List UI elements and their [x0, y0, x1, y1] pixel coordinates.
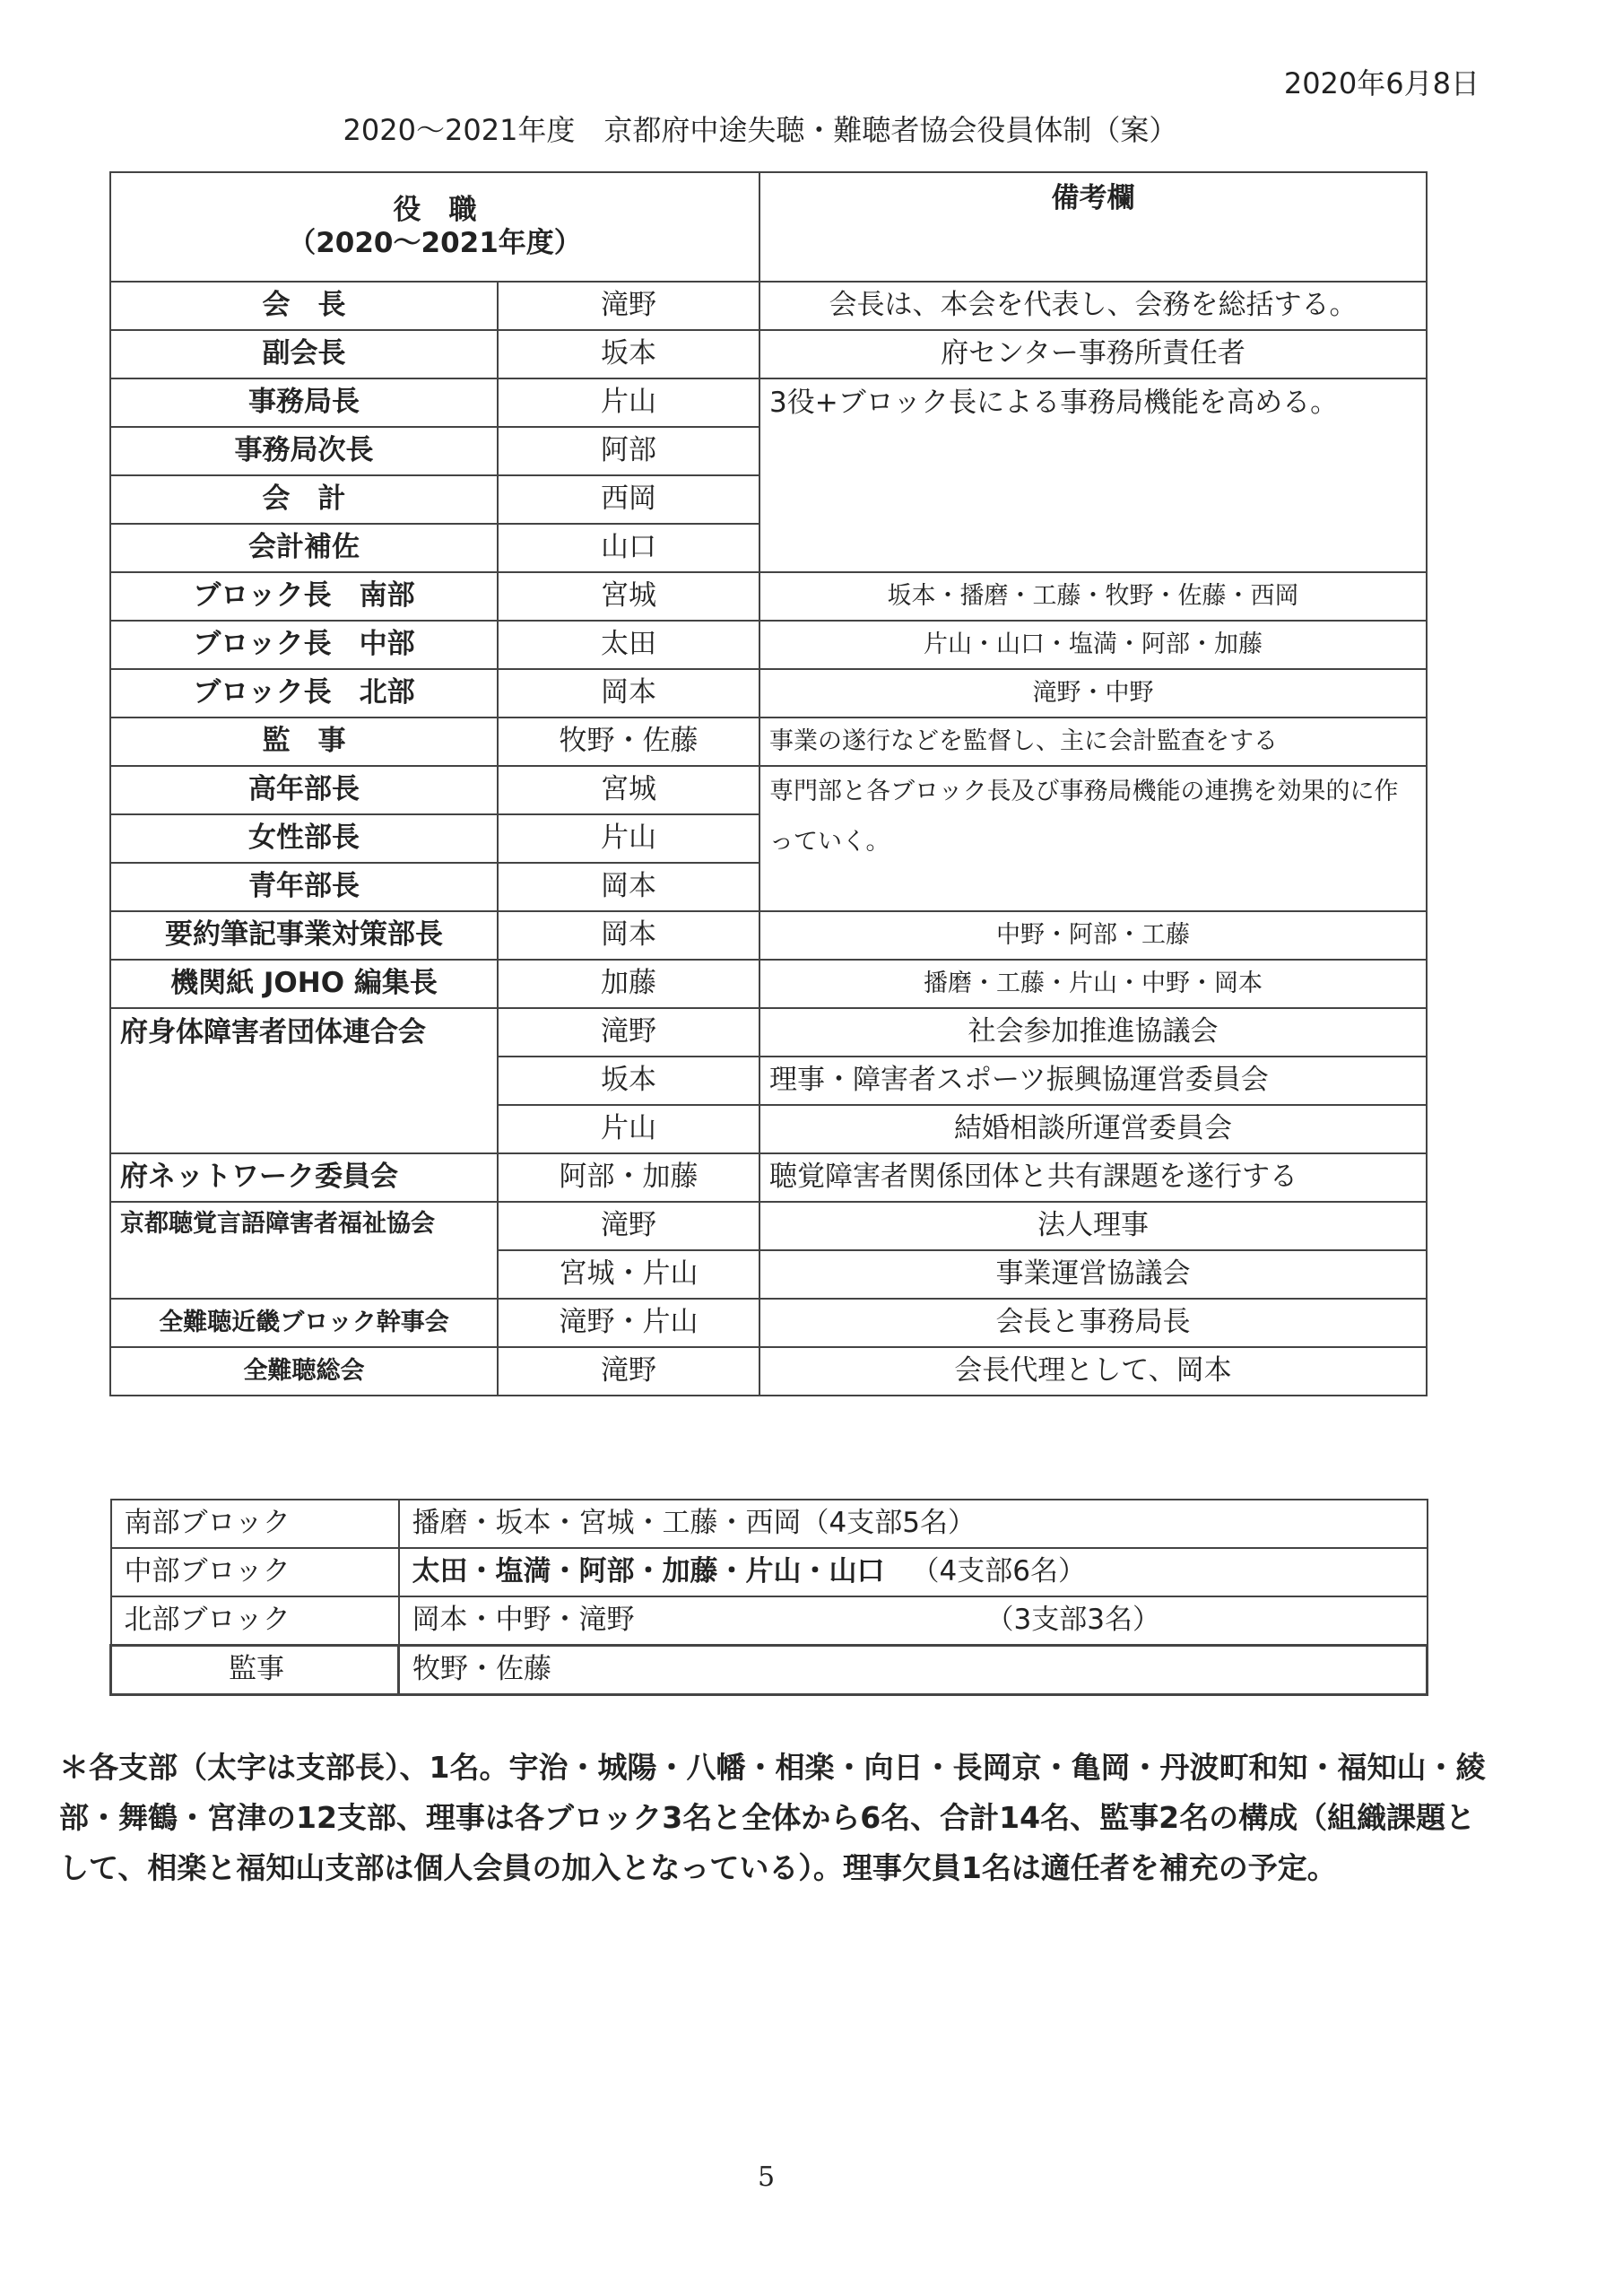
role-cell: 府身体障害者団体連合会 [110, 1008, 498, 1153]
note-cell: 結婚相談所運営委員会 [759, 1105, 1427, 1153]
role-cell: 京都聴覚言語障害者福祉協会 [110, 1202, 498, 1299]
header-period: （2020～2021年度） [288, 227, 582, 259]
header-role-label: 役 職 [393, 193, 477, 226]
block-members-cell [399, 1500, 1428, 1548]
name-cell: 片山 [498, 378, 759, 427]
name-cell: 西岡 [498, 475, 759, 524]
name-cell: 滝野・片山 [498, 1299, 759, 1347]
name-cell: 宮城 [498, 572, 759, 621]
role-cell: 青年部長 [110, 863, 498, 911]
document-date: 2020年6月8日 [1283, 66, 1480, 100]
role-cell: 全難聴近畿ブロック幹事会 [110, 1299, 498, 1347]
table-row [110, 669, 1427, 718]
name-cell: 岡本 [498, 911, 759, 960]
table-row [110, 766, 1427, 814]
block-row [111, 1548, 1428, 1596]
table-row [110, 330, 1427, 378]
note-cell: 社会参加推進協議会 [759, 1008, 1427, 1057]
name-cell: 岡本 [498, 863, 759, 911]
note-cell: 中野・阿部・工藤 [759, 911, 1427, 960]
name-cell: 滝野 [498, 1008, 759, 1057]
block-members: 太田・塩満・阿部・加藤・片山・山口 [412, 1555, 885, 1588]
note-cell: 坂本・播磨・工藤・牧野・佐藤・西岡 [759, 572, 1427, 621]
note-cell: 播磨・工藤・片山・中野・岡本 [759, 960, 1427, 1008]
header-row [110, 172, 1427, 282]
note-cell: 専門部と各ブロック長及び事務局機能の連携を効果的に作っていく。 [759, 766, 1427, 911]
block-members: 牧野・佐藤 [399, 1646, 1428, 1695]
note-cell: 会長と事務局長 [759, 1299, 1427, 1347]
role-cell: 事務局次長 [110, 427, 498, 475]
name-cell: 宮城 [498, 766, 759, 814]
name-cell: 阿部 [498, 427, 759, 475]
block-row [111, 1500, 1428, 1548]
note-cell: 事業運営協議会 [759, 1250, 1427, 1299]
note-cell: 会長代理として、岡本 [759, 1347, 1427, 1396]
block-members: 岡本・中野・滝野 [412, 1604, 635, 1637]
block-row [111, 1646, 1428, 1695]
role-cell: 機関紙 JOHO 編集長 [110, 960, 498, 1008]
role-cell: 府ネットワーク委員会 [110, 1153, 498, 1202]
block-members: 播磨・坂本・宮城・工藤・西岡 [412, 1507, 802, 1540]
header-notes: 備考欄 [759, 172, 1427, 282]
name-cell: 片山 [498, 814, 759, 863]
officers-table [109, 171, 1428, 1396]
block-members-cell [399, 1596, 1428, 1646]
table-row [110, 1347, 1427, 1396]
role-cell: 要約筆記事業対策部長 [110, 911, 498, 960]
block-label: 南部ブロック [111, 1500, 399, 1548]
role-cell: 全難聴総会 [110, 1347, 498, 1396]
name-cell: 片山 [498, 1105, 759, 1153]
note-cell: 滝野・中野 [759, 669, 1427, 718]
table-row [110, 1153, 1427, 1202]
block-count: （4支部6名） [911, 1555, 1086, 1588]
name-cell: 牧野・佐藤 [498, 718, 759, 766]
note-cell: 片山・山口・塩満・阿部・加藤 [759, 621, 1427, 669]
note-cell: 事業の遂行などを監督し、主に会計監査をする [759, 718, 1427, 766]
block-count: （3支部3名） [985, 1604, 1160, 1637]
role-cell: 事務局長 [110, 378, 498, 427]
block-count: （4支部5名） [801, 1507, 976, 1540]
footnote: ＊各支部（太字は支部長）、1名。宇治・城陽・八幡・相楽・向日・長岡京・亀岡・丹波町和知・福知山・綾部・舞鶴・宮津の12支部、理事は各ブロック3名と全体から6名、合計14名、監事2名の構成（組織課題として、相楽と福知山支部は個人会員の加入となっている）。理事欠員1名は適任者を補充の予定。 [59, 1750, 1486, 1885]
name-cell: 滝野 [498, 1347, 759, 1396]
table-row [110, 282, 1427, 330]
table-row [110, 378, 1427, 427]
note-cell: 法人理事 [759, 1202, 1427, 1250]
role-cell: 女性部長 [110, 814, 498, 863]
name-cell: 太田 [498, 621, 759, 669]
name-cell: 滝野 [498, 282, 759, 330]
page-number: 5 [758, 2161, 776, 2193]
role-cell: 会 長 [110, 282, 498, 330]
table-row [110, 1299, 1427, 1347]
table-row [110, 1008, 1427, 1057]
block-members-cell [399, 1548, 1428, 1596]
blocks-table [109, 1499, 1428, 1696]
role-cell: ブロック長 南部 [110, 572, 498, 621]
table-row [110, 718, 1427, 766]
table-row [110, 572, 1427, 621]
document-title: 2020～2021年度 京都府中途失聴・難聴者協会役員体制（案） [343, 113, 1178, 147]
name-cell: 岡本 [498, 669, 759, 718]
table-row [110, 621, 1427, 669]
note-cell: 会長は、本会を代表し、会務を総括する。 [759, 282, 1427, 330]
role-cell: ブロック長 北部 [110, 669, 498, 718]
role-cell: 会計補佐 [110, 524, 498, 572]
role-cell: 高年部長 [110, 766, 498, 814]
name-cell: 加藤 [498, 960, 759, 1008]
table-row [110, 911, 1427, 960]
note-cell: 聴覚障害者関係団体と共有課題を遂行する [759, 1153, 1427, 1202]
note-cell: 府センター事務所責任者 [759, 330, 1427, 378]
name-cell: 山口 [498, 524, 759, 572]
header-role [110, 172, 759, 282]
block-row [111, 1596, 1428, 1646]
block-label: 中部ブロック [111, 1548, 399, 1596]
name-cell: 阿部・加藤 [498, 1153, 759, 1202]
note-cell: 理事・障害者スポーツ振興協運営委員会 [759, 1057, 1427, 1105]
role-cell: 副会長 [110, 330, 498, 378]
table-row [110, 960, 1427, 1008]
table-row [110, 1202, 1427, 1250]
role-cell: 監 事 [110, 718, 498, 766]
note-cell: 3役+ブロック長による事務局機能を高める。 [759, 378, 1427, 572]
name-cell: 坂本 [498, 330, 759, 378]
block-label: 監事 [111, 1646, 399, 1695]
role-cell: 会 計 [110, 475, 498, 524]
block-label: 北部ブロック [111, 1596, 399, 1646]
role-cell: ブロック長 中部 [110, 621, 498, 669]
name-cell: 坂本 [498, 1057, 759, 1105]
name-cell: 宮城・片山 [498, 1250, 759, 1299]
name-cell: 滝野 [498, 1202, 759, 1250]
